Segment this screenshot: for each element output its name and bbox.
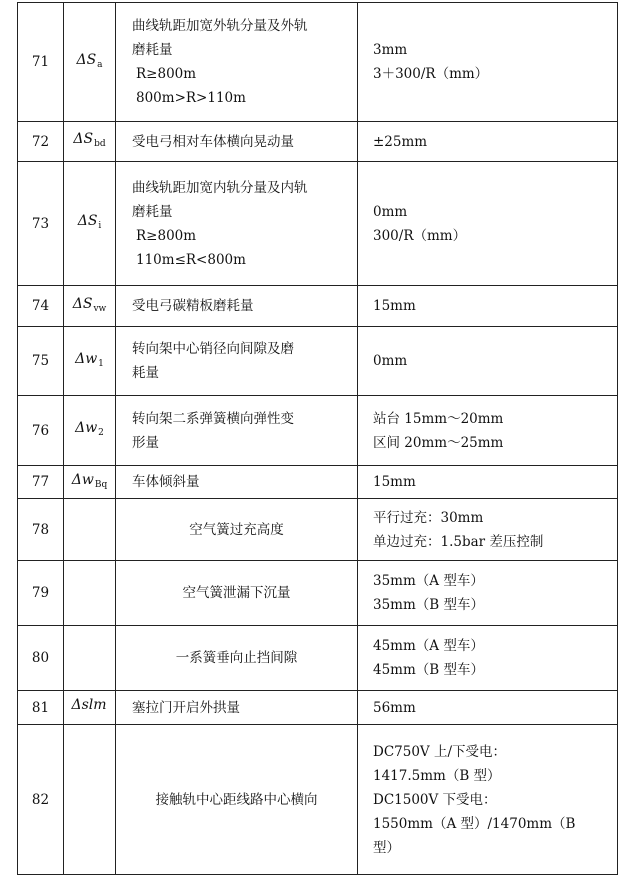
row-number: 75 [18, 327, 64, 396]
row-symbol: $\Delta w_1$ [64, 327, 116, 396]
row-number: 78 [18, 499, 64, 561]
row-symbol [64, 725, 116, 875]
row-description: 转向架二系弹簧横向弹性变 形量 [116, 396, 358, 466]
row-symbol: $\Delta S_{bd}$ [64, 122, 116, 162]
row-value: 15mm [358, 286, 618, 327]
row-value: 站台 15mm～20mm 区间 20mm～25mm [358, 396, 618, 466]
row-symbol: Δslm [64, 691, 116, 725]
row-description: 空气簧泄漏下沉量 [116, 561, 358, 626]
row-description: 受电弓相对车体横向晃动量 [116, 122, 358, 162]
table-row [18, 626, 618, 691]
table-row [18, 286, 618, 327]
row-description: 塞拉门开启外拱量 [116, 691, 358, 725]
table-row [18, 466, 618, 499]
row-value: DC750V 上/下受电： 1417.5mm（B 型） DC1500V 下受电： 1550mm（A 型）/1470mm（B 型） [358, 725, 618, 875]
table-row [18, 396, 618, 466]
row-symbol: $\Delta S_i$ [64, 162, 116, 286]
row-value: ±25mm [358, 122, 618, 162]
row-number: 72 [18, 122, 64, 162]
row-symbol [64, 561, 116, 626]
row-number: 77 [18, 466, 64, 499]
row-description: 曲线轨距加宽内轨分量及内轨 磨耗量 R≥800m 110m≤R<800m [116, 162, 358, 286]
row-value: 15mm [358, 466, 618, 499]
table-row [18, 499, 618, 561]
row-value: 56mm [358, 691, 618, 725]
row-symbol [64, 499, 116, 561]
row-value: 0mm [358, 327, 618, 396]
row-value: 45mm（A 型车） 45mm（B 型车） [358, 626, 618, 691]
row-symbol [64, 626, 116, 691]
row-number: 80 [18, 626, 64, 691]
row-symbol: $\Delta w_2$ [64, 396, 116, 466]
row-symbol: $\Delta S_a$ [64, 3, 116, 122]
table-row [18, 725, 618, 875]
table-row [18, 561, 618, 626]
row-description: 受电弓碳精板磨耗量 [116, 286, 358, 327]
row-number: 82 [18, 725, 64, 875]
row-value: 35mm（A 型车） 35mm（B 型车） [358, 561, 618, 626]
row-symbol: $\Delta w_{Bq}$ [64, 466, 116, 499]
table-row [18, 162, 618, 286]
table-row [18, 3, 618, 122]
row-description: 一系簧垂向止挡间隙 [116, 626, 358, 691]
row-value: 3mm 3＋300/R（mm） [358, 3, 618, 122]
row-value: 0mm 300/R（mm） [358, 162, 618, 286]
row-description: 曲线轨距加宽外轨分量及外轨 磨耗量 R≥800m 800m>R>110m [116, 3, 358, 122]
row-number: 79 [18, 561, 64, 626]
row-description: 车体倾斜量 [116, 466, 358, 499]
table-row [18, 691, 618, 725]
row-description: 接触轨中心距线路中心横向 [116, 725, 358, 875]
row-description: 转向架中心销径向间隙及磨 耗量 [116, 327, 358, 396]
table-row [18, 327, 618, 396]
row-description: 空气簧过充高度 [116, 499, 358, 561]
row-number: 81 [18, 691, 64, 725]
row-number: 76 [18, 396, 64, 466]
row-number: 71 [18, 3, 64, 122]
row-number: 74 [18, 286, 64, 327]
row-symbol: $\Delta S_{vw}$ [64, 286, 116, 327]
table-row [18, 122, 618, 162]
row-number: 73 [18, 162, 64, 286]
row-value: 平行过充：30mm 单边过充：1.5bar 差压控制 [358, 499, 618, 561]
parameter-table [17, 2, 618, 875]
